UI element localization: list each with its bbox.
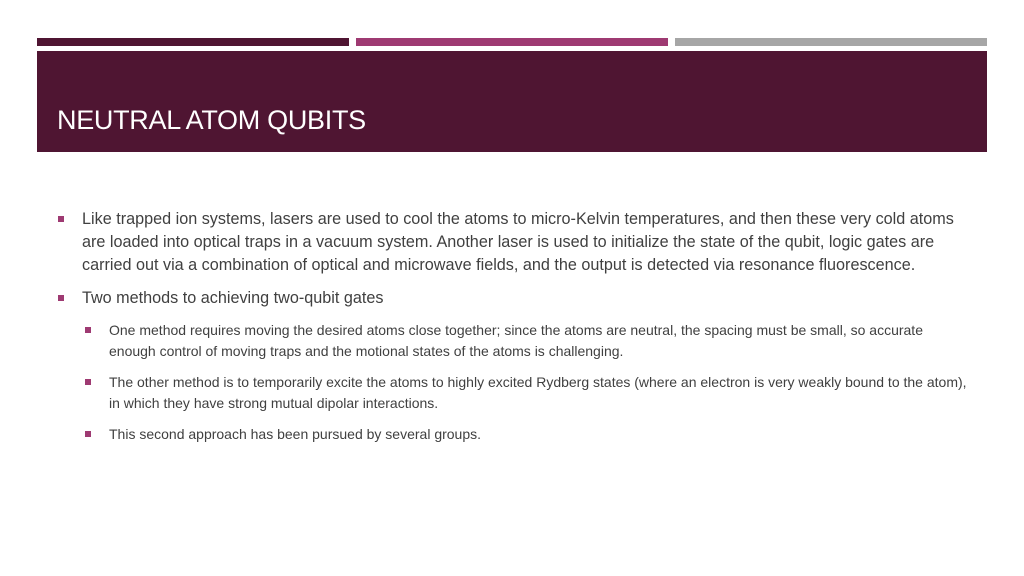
sub-bullet-text: The other method is to temporarily excite the atoms to highly excited Rydberg states (where an electron is very weakly bound to the atom), in which they have strong mutual dipolar interactions. [109,374,967,411]
square-bullet-icon [58,216,64,222]
square-bullet-icon [85,379,91,385]
bullet-item [55,287,970,310]
title-band [37,51,987,152]
bullet-text: Like trapped ion systems, lasers are used to cool the atoms to micro-Kelvin temperatures, and then these very cold atoms are loaded into optical traps in a vacuum system. Another laser is used to initialize the state of the qubit, logic gates are carried out via a combination of optical and microwave fields, and the output is detected via resonance fluorescence. [82,210,954,274]
sub-bullet-text: One method requires moving the desired atoms close together; since the atoms are neutral, the spacing must be small, so accurate enough control of moving traps and the motional states of the atoms is challenging. [109,322,923,359]
sub-bullet-item [82,372,970,414]
square-bullet-icon [85,431,91,437]
accent-bar-gray [675,38,987,46]
accent-bar-magenta [356,38,668,46]
sub-bullet-item [82,320,970,362]
bullet-item [55,208,970,277]
sub-bullet-item [82,424,970,445]
accent-bar-dark [37,38,349,46]
slide-title: NEUTRAL ATOM QUBITS [57,105,366,135]
bullet-text: Two methods to achieving two-qubit gates [82,289,384,307]
square-bullet-icon [58,295,64,301]
slide-content [55,208,970,455]
square-bullet-icon [85,327,91,333]
sub-bullet-text: This second approach has been pursued by several groups. [109,426,482,442]
